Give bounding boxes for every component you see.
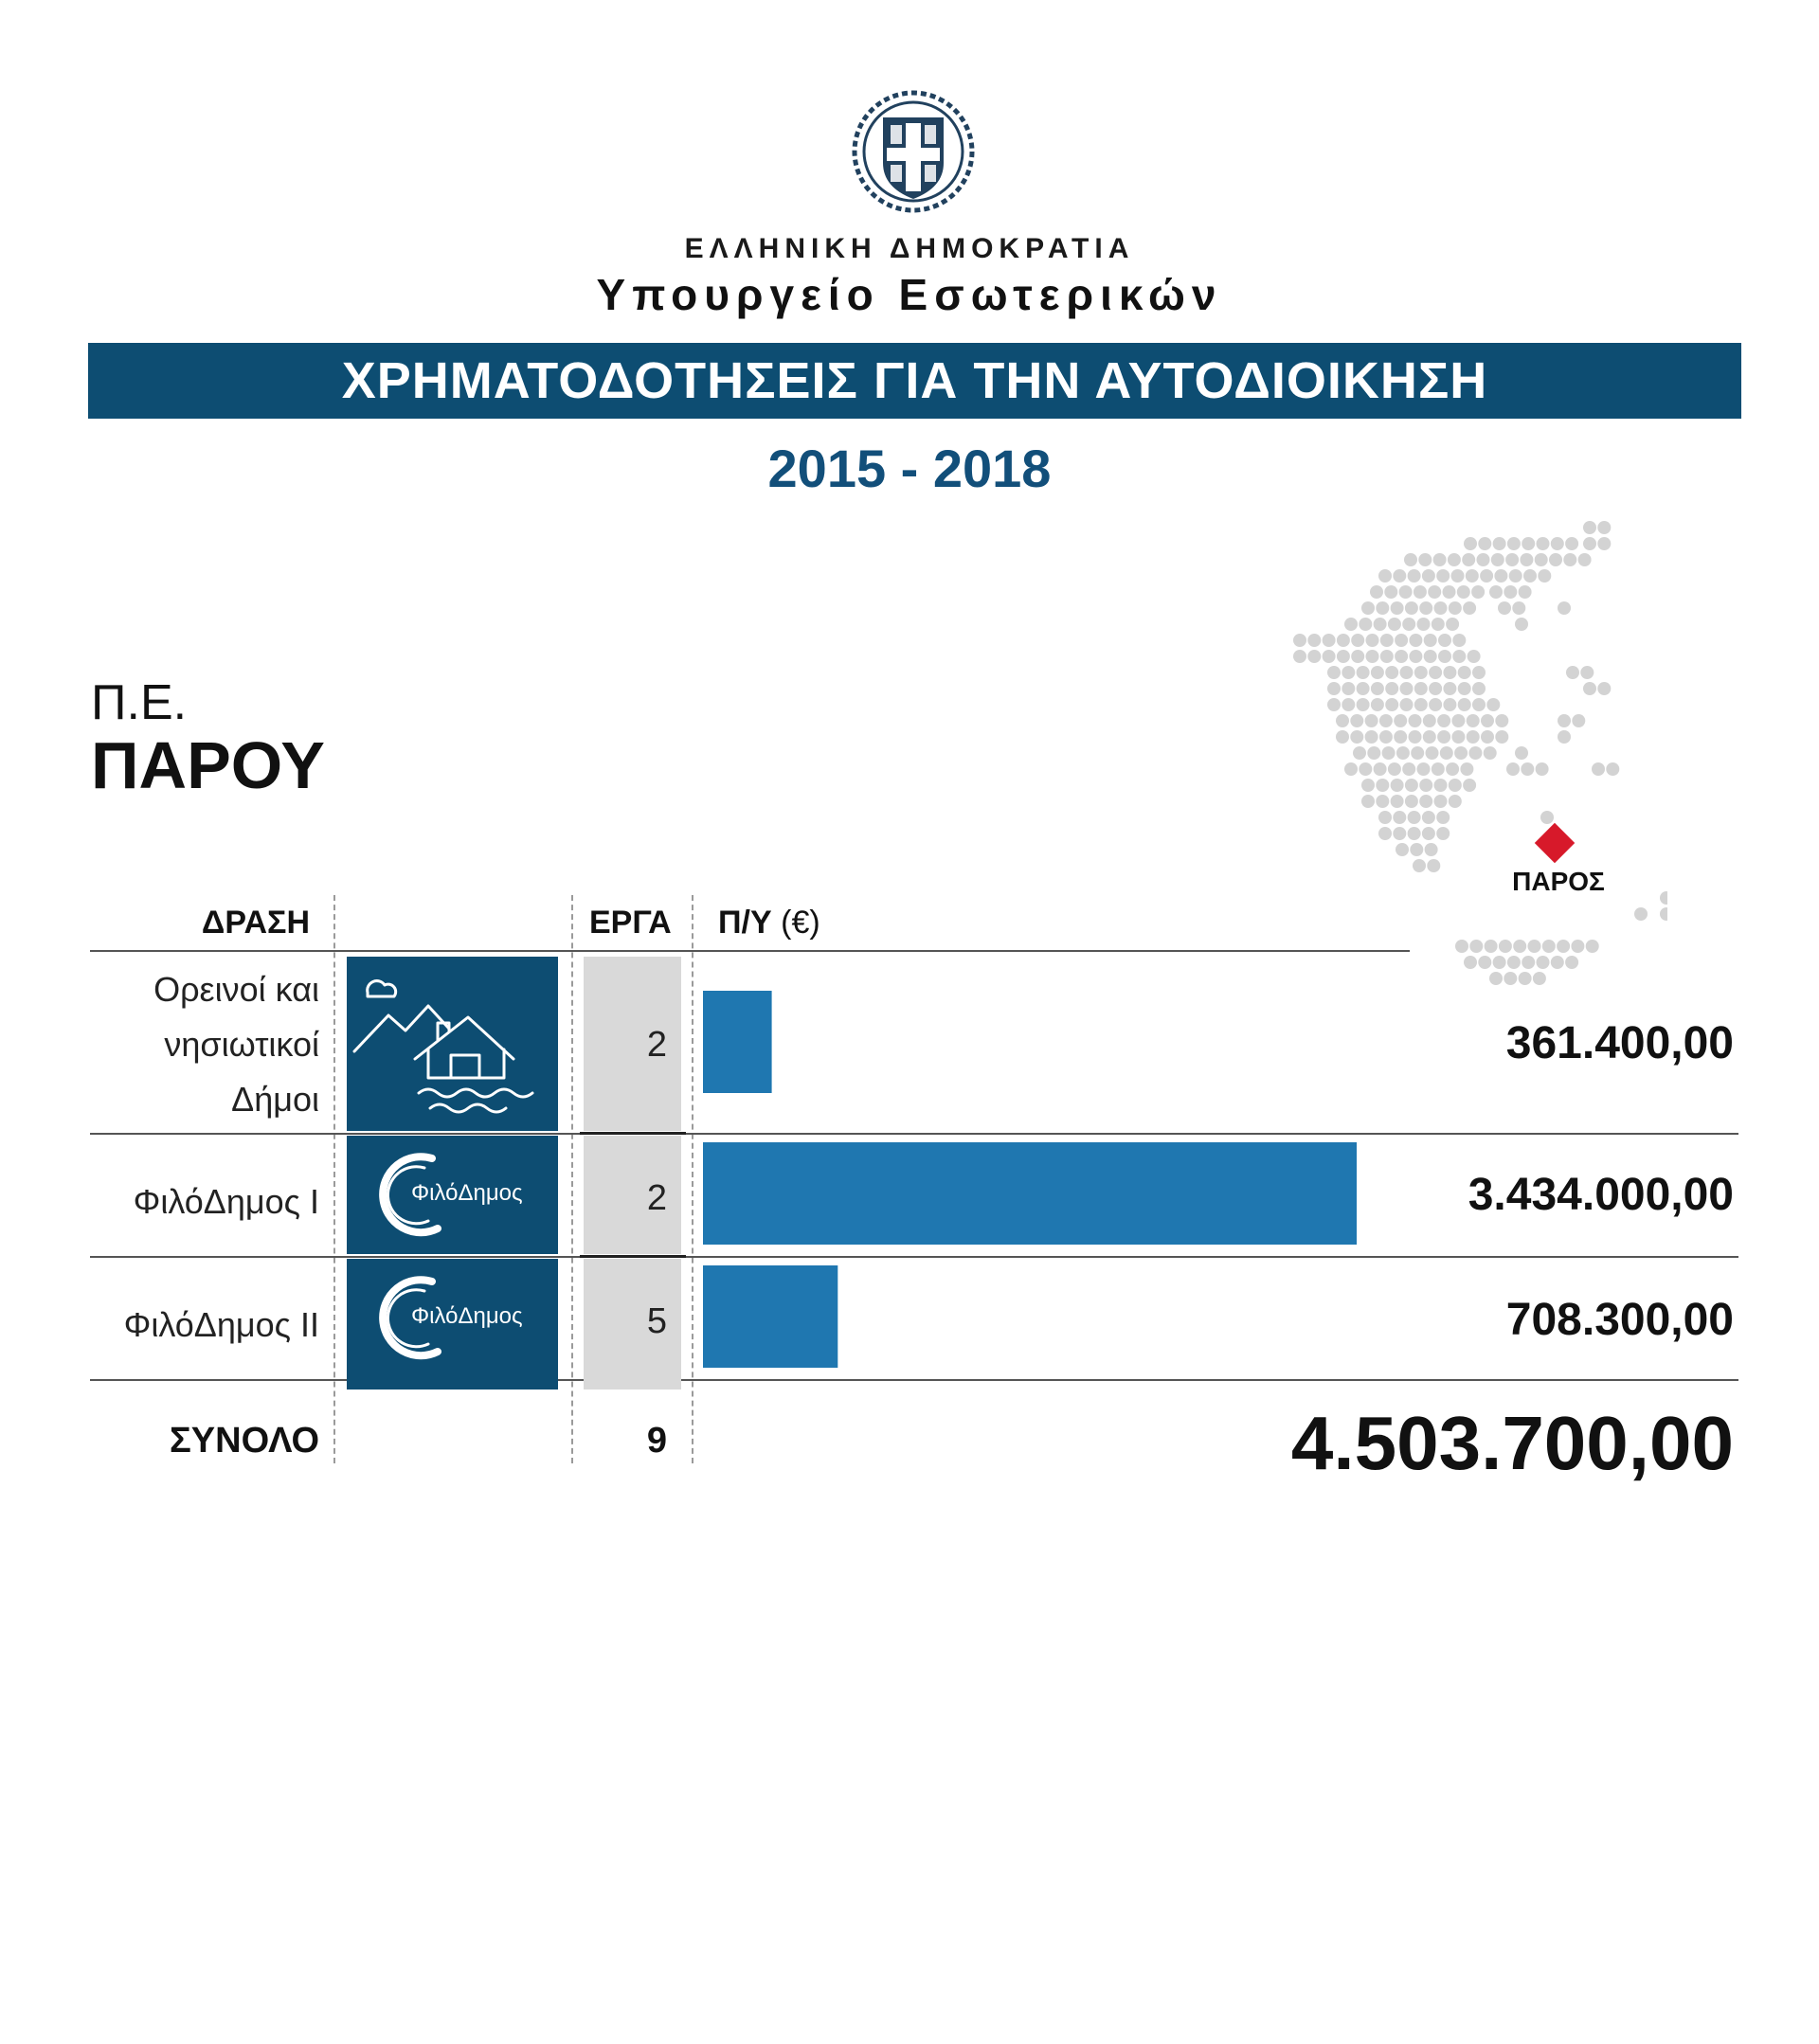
icon-tile-mountain — [347, 957, 558, 1131]
total-value: 4.503.700,00 — [1290, 1401, 1734, 1485]
row-label-filodimos-2: ΦιλόΔημος ΙΙ — [123, 1305, 319, 1344]
filodimos-logo-icon — [347, 1136, 558, 1254]
header-action: ΔΡΑΣΗ — [201, 905, 310, 941]
map-label-paros: ΠΑΡΟΣ — [1512, 867, 1605, 896]
row-value-mountain: 361.400,00 — [1505, 1018, 1734, 1068]
svg-text:ΦιλόΔημος: ΦιλόΔημος — [411, 1303, 523, 1329]
divider-2 — [571, 895, 573, 1463]
svg-text:ΦιλόΔημος: ΦιλόΔημος — [411, 1180, 523, 1206]
bar-2 — [703, 1142, 1357, 1245]
ministry-name: Υπουργείο Εσωτερικών — [596, 270, 1223, 319]
bar-3 — [703, 1265, 837, 1368]
region-prefix: Π.Ε. — [91, 675, 188, 730]
header-rule — [90, 950, 1410, 952]
row-count-mountain: 2 — [646, 1025, 667, 1065]
paros-marker-icon — [1535, 823, 1575, 863]
row-label-mountain: Ορεινοί και νησιωτικοί Δήμοι — [153, 970, 319, 1119]
header-projects: ΕΡΓΑ — [589, 905, 672, 941]
filodimos-logo-icon — [347, 1259, 558, 1377]
period-years: 2015 - 2018 — [767, 439, 1052, 498]
country-name: ΕΛΛΗΝΙΚΗ ΔΗΜΟΚΡΑΤΙΑ — [684, 233, 1135, 264]
budget-bars — [701, 957, 1421, 1383]
count-rule-2 — [580, 1255, 686, 1258]
icon-tile-filodimos-2 — [347, 1259, 558, 1390]
row-value-filodimos-2: 708.300,00 — [1505, 1295, 1734, 1345]
greece-dot-map — [1288, 516, 1667, 990]
row-count-filodimos-2: 5 — [646, 1301, 667, 1341]
header-budget — [718, 905, 820, 941]
banner-title: ΧΡΗΜΑΤΟΔΟΤΗΣΕΙΣ ΓΙΑ ΤΗΝ ΑΥΤΟΔΙΟΙΚΗΣΗ — [341, 352, 1488, 409]
greek-emblem-icon — [845, 83, 982, 220]
region-name: ΠΑΡΟΥ — [91, 728, 325, 802]
icon-tile-filodimos-1 — [347, 1136, 558, 1254]
map-dots — [1293, 521, 1667, 985]
bar-1 — [703, 991, 772, 1093]
row-value-filodimos-1: 3.434.000,00 — [1468, 1170, 1734, 1220]
total-label: ΣΥΝΟΛΟ — [169, 1421, 319, 1461]
total-projects: 9 — [646, 1421, 667, 1461]
mountain-island-icon — [347, 957, 558, 1131]
header-budget-label: Π/Υ — [718, 905, 772, 941]
row-count-filodimos-1: 2 — [646, 1178, 667, 1218]
divider-1 — [333, 895, 335, 1463]
count-rule-1 — [580, 1132, 686, 1135]
header-budget-unit: (€) — [781, 905, 820, 941]
row-label-filodimos-1: ΦιλόΔημος Ι — [133, 1182, 319, 1221]
divider-3 — [692, 895, 693, 1463]
